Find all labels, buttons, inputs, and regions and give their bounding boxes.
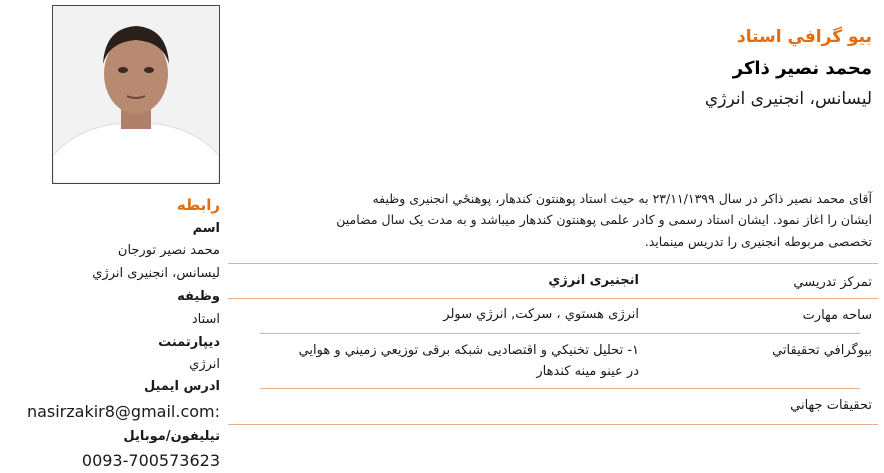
bio-line-3: تخصصی مربوطه انجنیری را تدریس مینماید. (644, 234, 872, 249)
table-divider (228, 298, 878, 299)
row-label-research-bio: بیوگرافي تحقیقاتي (772, 343, 872, 358)
department-label: دیپارتمنت (158, 335, 220, 350)
row-value-research-bio-line-1: ۱- تحلیل تخنیکي و اقتصادیی شبکه برقی توزیعي زمیني و هوایي (298, 343, 639, 358)
phone-label: تیلیفون/موبایل (123, 429, 220, 444)
row-label-skill-area: ساحه مهارت (802, 308, 872, 323)
contact-heading: رابطه (176, 196, 220, 214)
name-value-line-1: محمد نصیر تورجان (117, 243, 220, 258)
table-divider (228, 263, 878, 264)
teacher-degree: لیسانس، انجنیری انرژي (704, 89, 872, 109)
teacher-name: محمد نصیر ذاکر (732, 58, 872, 79)
email-label: ادرس ایمیل (143, 379, 220, 394)
table-divider (260, 388, 860, 389)
name-value-line-2: لیسانس، انجنیری انرژي (92, 266, 220, 281)
row-label-teaching-focus: تمرکز تدریسي (793, 275, 872, 290)
row-value-teaching-focus: انجنیری انرژي (548, 273, 639, 288)
department-value: انرژي (189, 357, 220, 372)
portrait-image (53, 6, 219, 183)
name-label: اسم (192, 221, 220, 236)
row-value-research-bio-line-2: در عینو مینه کندهار (536, 364, 639, 379)
job-value: استاد (191, 312, 220, 327)
table-divider (228, 424, 878, 425)
bio-line-2: ایشان را اغاز نمود. ایشان استاد رسمی و کادر علمی پوهنتون کندهار میباشد و به مدت یک سال مضامین (336, 212, 872, 227)
table-divider (260, 333, 860, 334)
row-value-skill-area: انرژی هستوي ، سرکت, انرژي سولر (443, 307, 639, 322)
bio-line-1: آقای محمد نصیر ذاکر در سال ۲۳/۱۱/۱۳۹۹ به حیث استاد پوهنتون کندهار، پوهنځي انجنیری وظیفه (372, 191, 872, 206)
phone-value[interactable]: 0093-700573623 (81, 451, 220, 470)
profile-photo (52, 5, 220, 184)
row-label-global-research: تحقیقات جهاني (790, 398, 872, 413)
job-label: وظیفه (177, 289, 220, 304)
section-title: بیو گرافي استاد (736, 27, 872, 47)
email-value[interactable]: nasirzakir8@gmail.com: (26, 402, 220, 421)
